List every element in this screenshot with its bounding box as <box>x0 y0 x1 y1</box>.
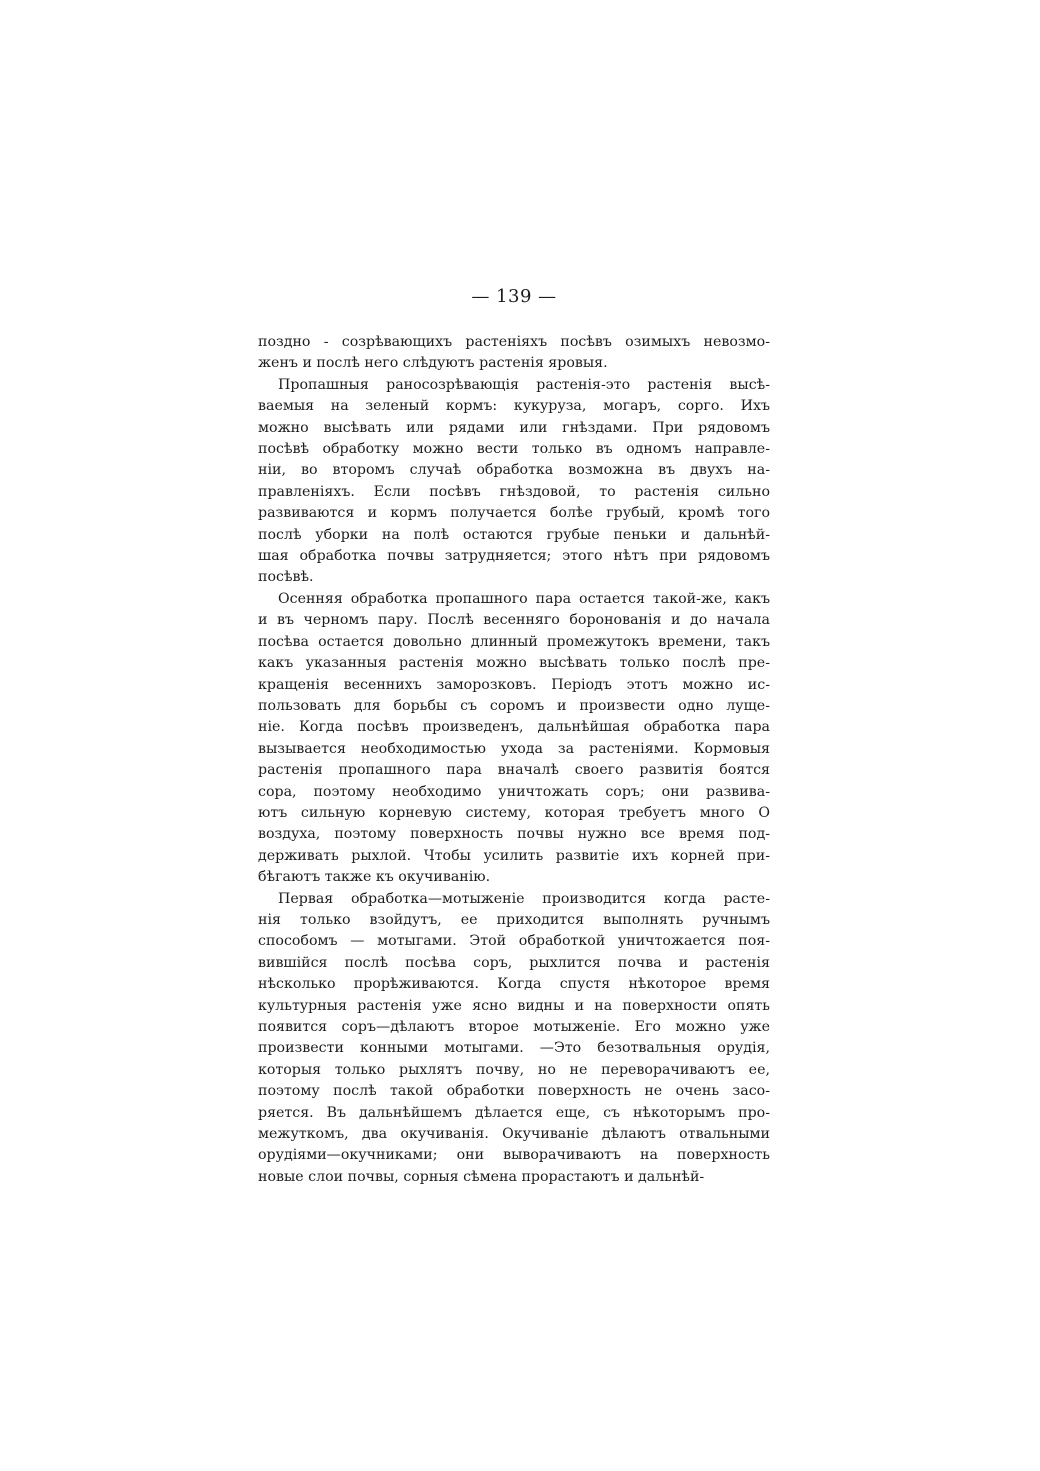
text-line: правленіяхъ. Если посѣвъ гнѣздовой, то растенія сильно <box>258 483 770 500</box>
text-line: вившійся послѣ посѣва соръ, рыхлится почва и растенія <box>258 954 770 971</box>
text-line: орудіями—окучниками; они выворачиваютъ на поверхность <box>258 1147 770 1164</box>
text-line: посѣва остается довольно длинный промежутокъ времени, такъ <box>258 633 770 650</box>
text-line: ніи, во второмъ случаѣ обработка возможна въ двухъ на- <box>258 462 770 479</box>
text-line: растенія пропашного пара вначалѣ своего развитія боятся <box>258 762 770 779</box>
text-line: Осенняя обработка пропашного пара остается такой-же, какъ <box>278 590 770 607</box>
text-line: сора, поэтому необходимо уничтожать соръ; они развива- <box>258 783 770 800</box>
text-line: ютъ сильную корневую систему, которая требуетъ много О <box>258 804 770 821</box>
text-line: бѣгаютъ также къ окучиванію. <box>258 869 491 886</box>
text-line: Первая обработка—мотыженіе производится когда расте- <box>278 890 770 907</box>
text-line: шая обработка почвы затрудняется; этого нѣтъ при рядовомъ <box>258 548 770 565</box>
text-line: межуткомъ, два окучиванія. Окучиваніе дѣлаютъ отвальными <box>258 1126 770 1143</box>
text-line: посѣвѣ обработку можно вести только въ одномъ направле- <box>258 441 770 458</box>
text-line: женъ и послѣ него слѣдуютъ растенія яровыя. <box>258 355 608 372</box>
body-text <box>258 332 770 1188</box>
paragraph <box>258 589 770 889</box>
text-line: культурныя растенія уже ясно видны и на поверхности опять <box>258 997 770 1014</box>
text-line: посѣвѣ. <box>258 569 314 586</box>
text-line: Пропашныя раносозрѣвающія растенія-это растенія высѣ- <box>278 376 770 393</box>
paragraph <box>258 889 770 1189</box>
paragraph <box>258 332 770 375</box>
text-line: ніе. Когда посѣвъ произведенъ, дальнѣйшая обработка пара <box>258 719 770 736</box>
text-line: поэтому послѣ такой обработки поверхность не очень засо- <box>258 1083 770 1100</box>
text-line: кращенія весеннихъ заморозковъ. Періодъ этотъ можно ис- <box>258 676 770 693</box>
text-line: можно высѣвать или рядами или гнѣздами. При рядовомъ <box>258 419 770 436</box>
text-line: которыя только рыхлятъ почву, но не переворачиваютъ ее, <box>258 1061 770 1078</box>
text-line: вызывается необходимостью ухода за растеніями. Кормовыя <box>258 740 770 757</box>
text-line: какъ указанныя растенія можно высѣвать только послѣ пре- <box>258 655 770 672</box>
text-line: произвести конными мотыгами. —Это безотвальныя орудія, <box>258 1040 770 1057</box>
text-line: развиваются и кормъ получается болѣе грубый, кромѣ того <box>258 505 770 522</box>
text-line: ряется. Въ дальнѣйшемъ дѣлается еще, съ нѣкоторымъ про- <box>258 1104 770 1121</box>
text-line: держивать рыхлой. Чтобы усилить развитіе ихъ корней при- <box>258 847 770 864</box>
text-line: нія только взойдутъ, ее приходится выполнять ручнымъ <box>258 911 770 928</box>
text-line: и въ черномъ пару. Послѣ весенняго боронованія и до начала <box>258 612 770 629</box>
paragraph <box>258 375 770 589</box>
text-line: поздно - созрѣвающихъ растеніяхъ посѣвъ озимыхъ невозмо- <box>258 334 770 350</box>
text-line: пользовать для борьбы съ соромъ и произвести одно луще- <box>258 697 770 714</box>
text-line: воздуха, поэтому поверхность почвы нужно все время под- <box>258 826 770 843</box>
text-line: нѣсколько прорѣживаются. Когда спустя нѣкоторое время <box>258 976 770 993</box>
text-line: ваемыя на зеленый кормъ: кукуруза, могаръ, сорго. Ихъ <box>258 398 770 415</box>
text-line: послѣ уборки на полѣ остаются грубые пеньки и дальнѣй- <box>258 526 770 543</box>
page-number: — 139 — <box>471 286 557 307</box>
text-line: новые слои почвы, сорныя сѣмена прорастаютъ и дальнѣй- <box>258 1168 705 1185</box>
text-line: появится соръ—дѣлаютъ второе мотыженіе. Его можно уже <box>258 1019 770 1035</box>
text-line: способомъ — мотыгами. Этой обработкой уничтожается поя- <box>258 933 770 950</box>
